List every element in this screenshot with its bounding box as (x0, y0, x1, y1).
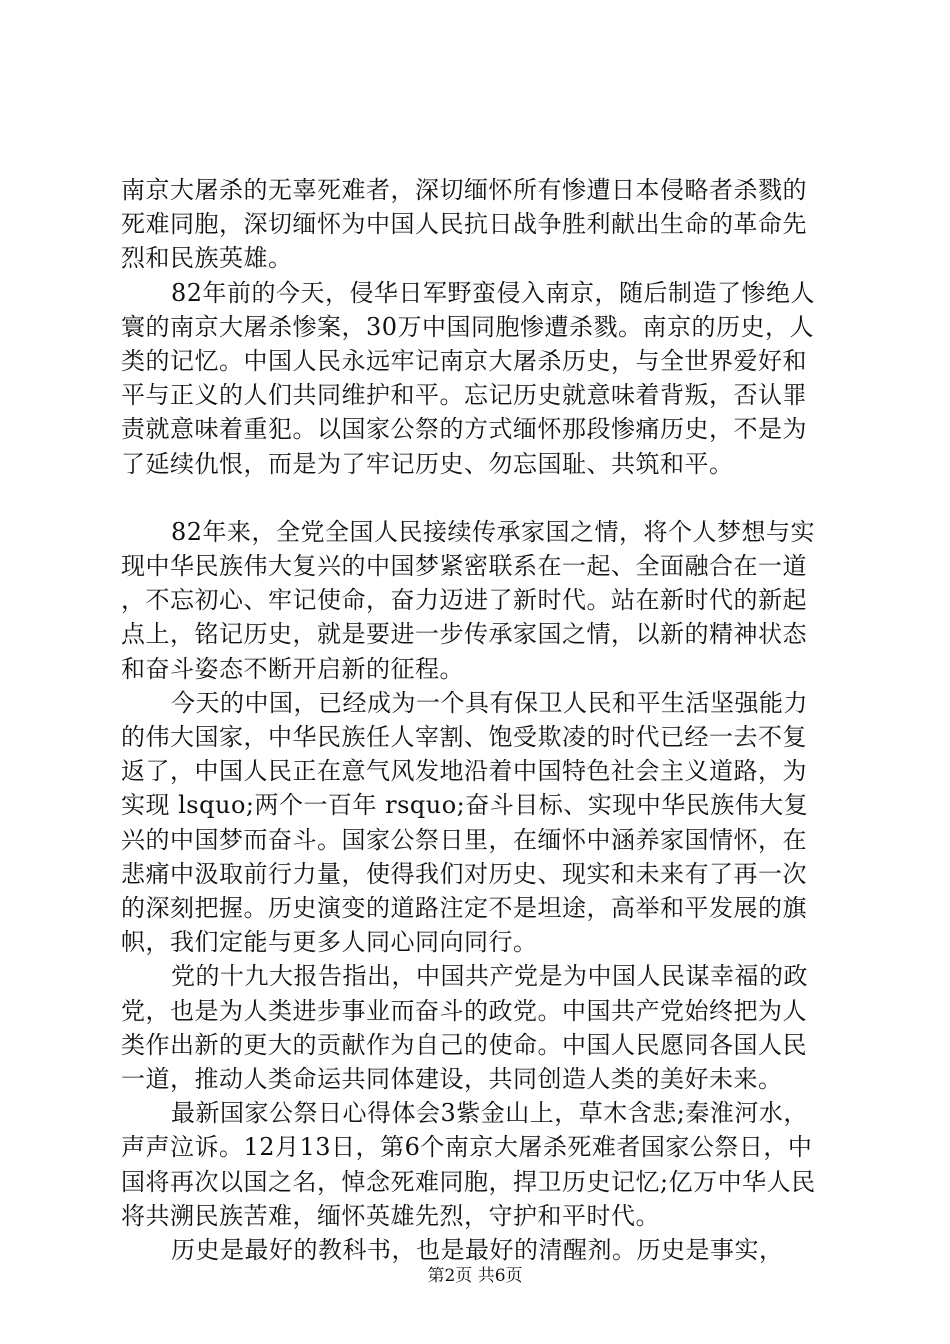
paragraph-4: 今天的中国，已经成为一个具有保卫人民和平生活坚强能力的伟大国家，中华民族任人宰割、饱受欺凌的时代已经一去不复返了，中国人民正在意气风发地沿着中国特色社会主义道路，为实现 lsquo;两个一百年 rsquo;奋斗目标、实现中华民族伟大复兴的中国梦而奋斗。国家公祭日里，在缅怀中涵养家国情怀，在悲痛中汲取前行力量，使得我们对历史、现实和未来有了再一次的深刻把握。历史演变的道路注定不是坦途，高举和平发展的旗帜，我们定能与更多人同心同向同行。 (121, 688, 809, 957)
paragraph-spacer (121, 481, 831, 515)
document-body (121, 173, 831, 1267)
paragraph-2: 82年前的今天，侵华日军野蛮侵入南京，随后制造了惨绝人寰的南京大屠杀惨案，30万中国同胞惨遭杀戮。南京的历史，人类的记忆。中国人民永远牢记南京大屠杀历史，与全世界爱好和平与正义的人们共同维护和平。忘记历史就意味着背叛，否认罪责就意味着重犯。以国家公祭的方式缅怀那段惨痛历史，不是为了延续仇恨，而是为了牢记历史、勿忘国耻、共筑和平。 (121, 278, 816, 478)
page-footer: 第2页 共6页 (427, 1266, 523, 1286)
paragraph-1: 南京大屠杀的无辜死难者，深切缅怀所有惨遭日本侵略者杀戮的死难同胞，深切缅怀为中国人民抗日战争胜利献出生命的革命先烈和民族英雄。 (121, 176, 807, 273)
paragraph-7: 历史是最好的教科书，也是最好的清醒剂。历史是事实， (171, 1236, 784, 1265)
paragraph-5: 党的十九大报告指出，中国共产党是为中国人民谋幸福的政党，也是为人类进步事业而奋斗的政党。中国共产党始终把为人类作出新的更大的贡献作为自己的使命。中国人民愿同各国人民一道，推动人类命运共同体建设，共同创造人类的美好未来。 (121, 962, 808, 1094)
paragraph-6: 最新国家公祭日心得体会3紫金山上，草木含悲;秦淮河水，声声泣诉。12月13日，第6个南京大屠杀死难者国家公祭日，中国将再次以国之名，悼念死难同胞，捍卫历史记忆;亿万中华人民将共溯民族苦难，缅怀英雄先烈，守护和平时代。 (121, 1099, 816, 1230)
paragraph-3: 82年来，全党全国人民接续传承家国之情，将个人梦想与实现中华民族伟大复兴的中国梦紧密联系在一起、全面融合在一道，不忘初心、牢记使命，奋力迈进了新时代。站在新时代的新起点上，铭记历史，就是要进一步传承家国之情，以新的精神状态和奋斗姿态不断开启新的征程。 (121, 517, 816, 683)
